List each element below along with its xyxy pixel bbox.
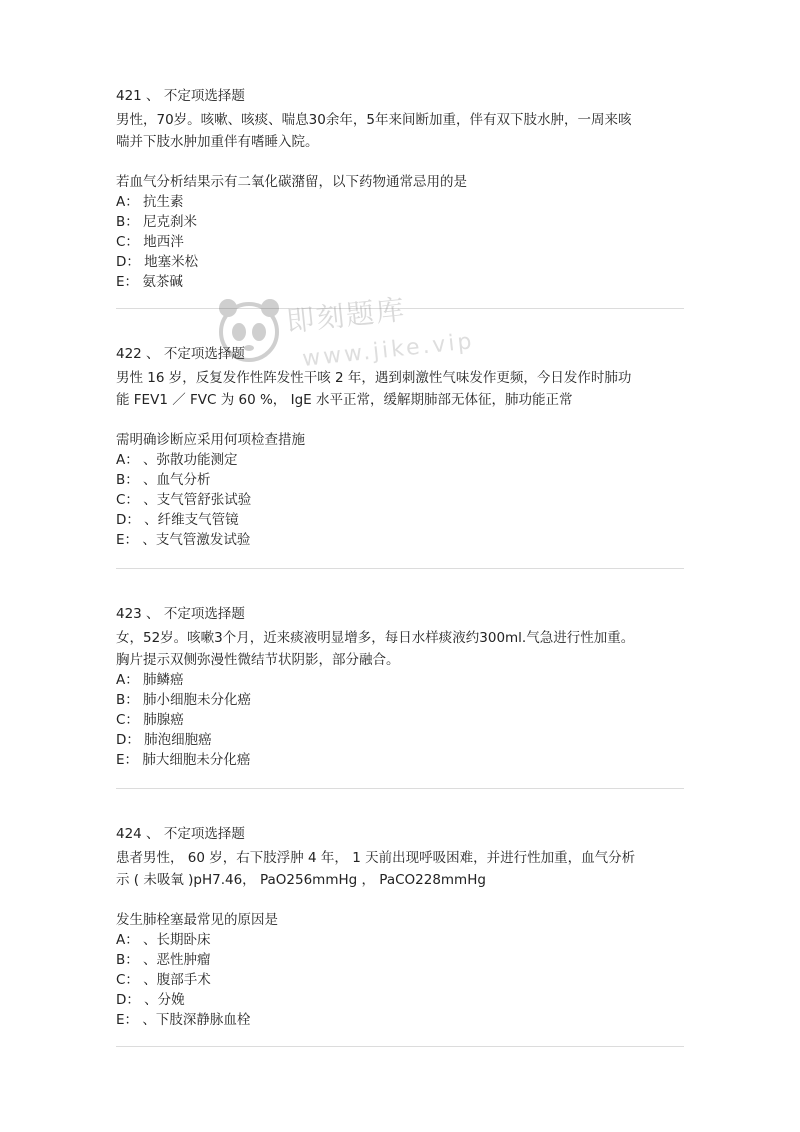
option-c[interactable]: C： 地西泮	[116, 234, 184, 250]
option-d[interactable]: D： 、纤维支气管镜	[116, 512, 239, 528]
divider	[116, 1046, 684, 1047]
option-e[interactable]: E： 、下肢深静脉血栓	[116, 1012, 251, 1028]
question-stem-line: 喘并下肢水肿加重伴有嗜睡入院。	[116, 134, 319, 150]
option-a[interactable]: A： 、长期卧床	[116, 932, 211, 948]
question-stem-line: 患者男性， 60 岁，右下肢浮肿 4 年， 1 天前出现呼吸困难，并进行性加重，血气分析	[116, 850, 636, 866]
option-d[interactable]: D： 地塞米松	[116, 254, 199, 270]
option-c[interactable]: C： 、支气管舒张试验	[116, 492, 252, 508]
option-b[interactable]: B： 尼克刹米	[116, 214, 198, 230]
option-c[interactable]: C： 、腹部手术	[116, 972, 211, 988]
option-b[interactable]: B： 、血气分析	[116, 472, 211, 488]
question-stem-line: 女，52岁。咳嗽3个月，近来痰液明显增多，每日水样痰液约300ml.气急进行性加重。	[116, 630, 635, 646]
option-a[interactable]: A： 抗生素	[116, 194, 184, 210]
question-prompt: 需明确诊断应采用何项检查措施	[116, 432, 305, 448]
question-prompt: 若血气分析结果示有二氧化碳潴留，以下药物通常忌用的是	[116, 174, 467, 190]
divider	[116, 788, 684, 789]
question-header: 424 、 不定项选择题	[116, 826, 245, 842]
watermark-url: www.jike.vip	[301, 329, 476, 372]
question-stem-line: 男性 16 岁，反复发作性阵发性干咳 2 年，遇到刺激性气味发作更频，今日发作时肺功	[116, 370, 632, 386]
option-a[interactable]: A： 肺鳞癌	[116, 672, 184, 688]
option-e[interactable]: E： 氨茶碱	[116, 274, 183, 290]
question-stem-line: 能 FEV1 ／ FVC 为 60 %， IgE 水平正常，缓解期肺部无体征，肺功能正常	[116, 392, 573, 408]
watermark-text: 即刻题库	[284, 292, 408, 339]
divider	[116, 568, 684, 569]
question-stem-line: 男性，70岁。咳嗽、咳痰、喘息30余年，5年来间断加重，伴有双下肢水肿，一周来咳	[116, 112, 632, 128]
question-header: 423 、 不定项选择题	[116, 606, 245, 622]
question-header: 421 、 不定项选择题	[116, 88, 245, 104]
option-b[interactable]: B： 、恶性肿瘤	[116, 952, 211, 968]
option-b[interactable]: B： 肺小细胞未分化癌	[116, 692, 252, 708]
option-d[interactable]: D： 、分娩	[116, 992, 185, 1008]
question-prompt: 发生肺栓塞最常见的原因是	[116, 912, 278, 928]
question-stem-line: 胸片提示双侧弥漫性微结节状阴影，部分融合。	[116, 652, 400, 668]
option-a[interactable]: A： 、弥散功能测定	[116, 452, 238, 468]
option-e[interactable]: E： 、支气管激发试验	[116, 532, 251, 548]
option-c[interactable]: C： 肺腺癌	[116, 712, 184, 728]
option-e[interactable]: E： 肺大细胞未分化癌	[116, 752, 251, 768]
question-header: 422 、 不定项选择题	[116, 346, 245, 362]
option-d[interactable]: D： 肺泡细胞癌	[116, 732, 212, 748]
question-stem-line: 示 ( 未吸氧 )pH7.46， PaO256mmHg ， PaCO228mmHg	[116, 872, 486, 888]
divider	[116, 308, 684, 309]
